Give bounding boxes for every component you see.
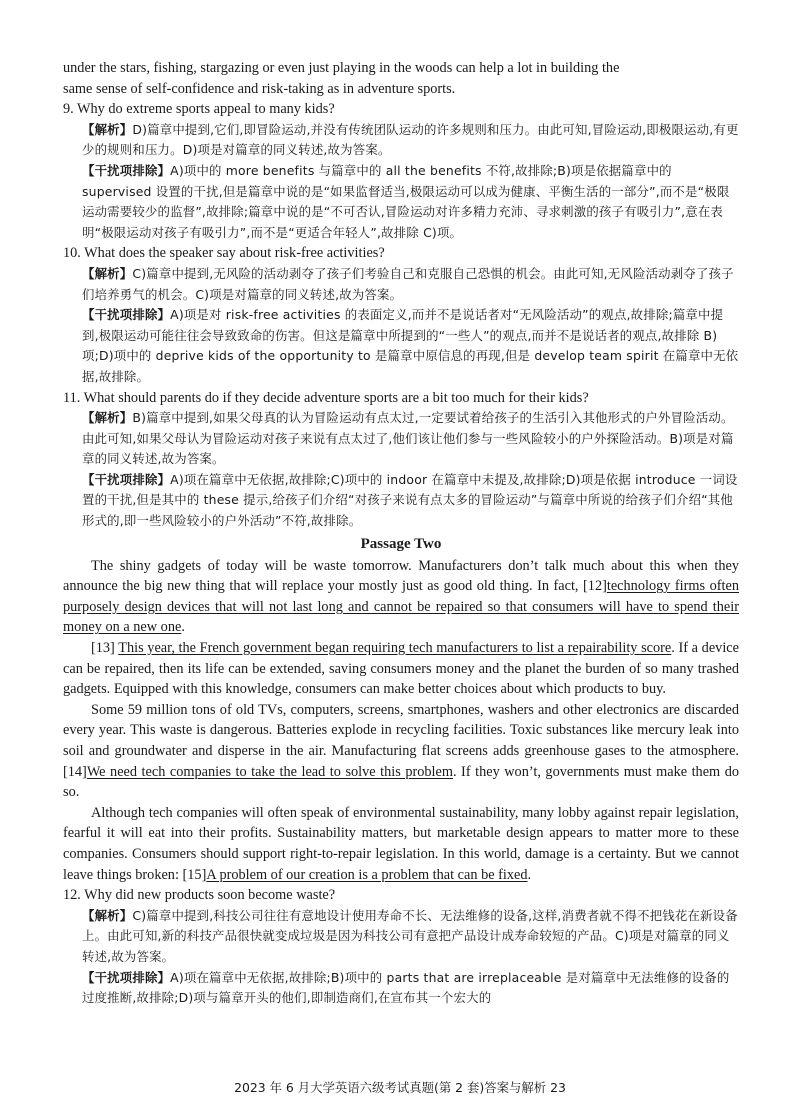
intro-text xyxy=(63,58,739,99)
p2-mark: [13] xyxy=(91,640,115,657)
page-footer: 2023 年 6 月大学英语六级考试真题(第 2 套)答案与解析 23 xyxy=(234,1080,566,1095)
passage-title: Passage Two xyxy=(360,535,442,552)
p1-mark: [12] xyxy=(583,578,607,595)
distractor-text: A)项在篇章中无依据,故排除;B)项中的 parts that are irreplaceable 是对篇章中无法维修的设备的过度推断,故排除;D)项与篇章开头的他们,即制造商们,在宣布其一个宏大的 xyxy=(82,969,730,1006)
question-11: 11. What should parents do if they decide adventure sports are a bit too much for their kids? xyxy=(63,389,589,406)
distractor-text: A)项在篇章中无依据,故排除;C)项中的 indoor 在篇章中未提及,故排除;D)项是依据 introduce 一词设置的干扰,但是其中的 these 提示,给孩子们介绍“对孩子来说有点太多的冒险运动”与篇章中所说的给孩子们介绍“其他形式的,即一些风险较小的户外活动”不符,故排除。 xyxy=(82,471,738,529)
p4-text-b: . xyxy=(527,866,532,883)
q12-analysis xyxy=(63,906,739,968)
p4-underlined: A problem of our creation is a problem that can be fixed xyxy=(206,866,528,883)
q9-distractor xyxy=(63,161,739,243)
p3-underlined: We need tech companies to take the lead to solve this problem xyxy=(86,763,453,780)
p3-mark: [14] xyxy=(63,763,87,780)
passage-paragraph-3 xyxy=(63,700,739,803)
analysis-tag: 【解析】 xyxy=(82,907,133,923)
question-9: 9. Why do extreme sports appeal to many kids? xyxy=(63,101,335,118)
p2-text-b: . If a device can be repaired, then its life can be extended, saving consumers money and the planet the burden of so many trashed gadgets. Equipped with this knowledge, consumers can make better choices about which products to buy. xyxy=(63,640,739,698)
document-page xyxy=(63,58,739,1009)
analysis-text: C)篇章中提到,无风险的活动剥夺了孩子们考验自己和克服自己恐惧的机会。由此可知,无风险活动剥夺了孩子们培养勇气的机会。C)项是对篇章的同义转述,故为答案。 xyxy=(82,265,734,302)
q12-distractor xyxy=(63,968,739,1009)
analysis-tag: 【解析】 xyxy=(82,265,133,281)
p1-underlined: technology firms often purposely design devices that will not last long and cannot be repaired so that consumers will have to spend their money on a new one xyxy=(63,578,739,636)
distractor-tag: 【干扰项排除】 xyxy=(82,969,171,985)
analysis-tag: 【解析】 xyxy=(82,410,133,426)
q11-distractor xyxy=(63,470,739,532)
q10-analysis xyxy=(63,264,739,305)
q9-analysis xyxy=(63,120,739,161)
p3-text-a: Some 59 million tons of old TVs, computers, screens, smartphones, washers and other electronics are discarded every year. This waste is dangerous. Batteries explode in recycling facilities. Toxic substances like mercury leak into soil and groundwater and disperse in the air. Manufacturing flat screens adds greenhouse gases to the atmosphere. xyxy=(63,701,739,759)
p4-mark: [15] xyxy=(182,866,207,883)
p4-text-a: Although tech companies will often speak of environmental sustainability, many lobby against repair legislation, fearful it will eat into their profits. Sustainability matters, but marketable design appears to matter more to these companies. Consumers should support right-to-repair legislation. In this world, damage is a certainty. But we cannot leave things broken: xyxy=(63,804,739,883)
distractor-text: A)项是对 risk-free activities 的表面定义,而并不是说话者对“无风险活动”的观点,故排除;篇章中提到,极限运动可能往往会导致致命的伤害。但这是篇章中所提到的“一些人”的观点,而并不是说话者的观点,故排除 B)项;D)项中的 deprive kids of the opportunity to 是篇章中原信息的再现,但是 develop team spirit 在篇章中无依据,故排除。 xyxy=(82,307,739,384)
passage-paragraph-1 xyxy=(63,556,739,638)
intro-line-1: under the stars, fishing, stargazing or even just playing in the woods can help a lot in building the xyxy=(63,60,620,76)
p1-text-b: . xyxy=(181,619,185,636)
q11-analysis xyxy=(63,408,739,470)
distractor-text: A)项中的 more benefits 与篇章中的 all the benefits 不符,故排除;B)项是依据篇章中的 supervised 设置的干扰,但是篇章中说的是“如果监督适当,极限运动可以成为健康、平衡生活的一部分”,而不是“极限运动需要较少的监督”,故排除;篇章中说的是“不可否认,冒险运动对许多精力充沛、寻求刺激的孩子有吸引力”,意在表明“极限运动对孩子有吸引力”,而不是“更适合年轻人”,故排除 C)项。 xyxy=(82,162,730,240)
analysis-text: D)篇章中提到,它们,即冒险运动,并没有传统团队运动的许多规则和压力。由此可知,冒险运动,即极限运动,有更少的规则和压力。D)项是对篇章的同义转述,故为答案。 xyxy=(82,121,739,158)
analysis-text: C)篇章中提到,科技公司往往有意地设计使用寿命不长、无法维修的设备,这样,消费者就不得不把钱花在新设备上。由此可知,新的科技产品很快就变成垃圾是因为科技公司有意把产品设计成寿命较短的产品。C)项是对篇章的同义转述,故为答案。 xyxy=(82,907,738,964)
distractor-tag: 【干扰项排除】 xyxy=(82,162,171,178)
question-12: 12. Why did new products soon become waste? xyxy=(63,887,336,904)
p2-underlined: This year, the French government began requiring tech manufacturers to list a repairability score xyxy=(118,640,672,657)
p1-text-a: The shiny gadgets of today will be waste tomorrow. Manufacturers don’t talk much about this when they announce the big new thing that will replace your mostly just as good old thing. In fact, xyxy=(63,557,739,595)
analysis-text: B)篇章中提到,如果父母真的认为冒险运动有点太过,一定要试着给孩子的生活引入其他形式的户外冒险活动。由此可知,如果父母认为冒险运动对孩子来说有点太过了,他们该让他们参与一些风险较小的户外探险活动。B)项是对篇章的同义转述,故为答案。 xyxy=(82,410,734,467)
distractor-tag: 【干扰项排除】 xyxy=(82,471,171,487)
intro-line-2: same sense of self-confidence and risk-taking as in adventure sports. xyxy=(63,80,456,97)
passage-paragraph-2 xyxy=(63,638,739,700)
p3-text-b: . If they won’t, governments must make them do so. xyxy=(63,763,739,801)
distractor-tag: 【干扰项排除】 xyxy=(82,307,171,323)
q10-distractor xyxy=(63,305,739,387)
passage-paragraph-4 xyxy=(63,803,739,885)
question-10: 10. What does the speaker say about risk-free activities? xyxy=(63,245,385,262)
analysis-tag: 【解析】 xyxy=(82,121,133,137)
